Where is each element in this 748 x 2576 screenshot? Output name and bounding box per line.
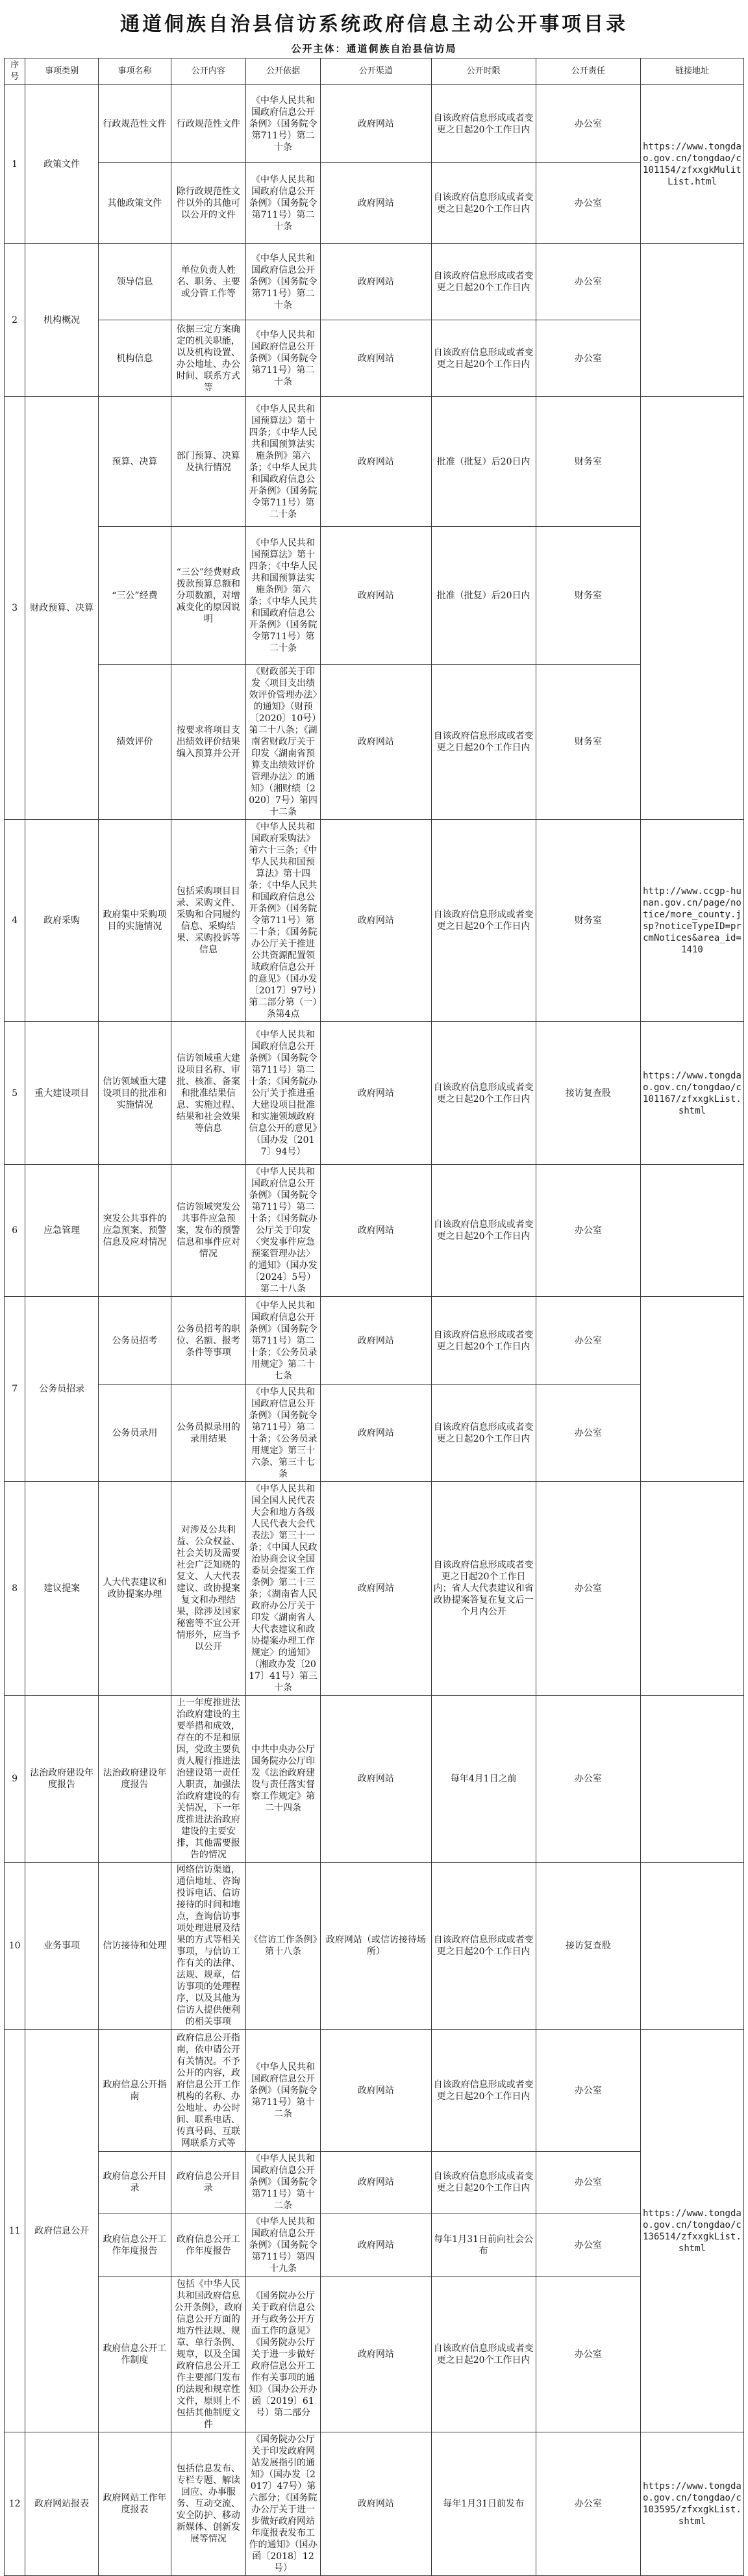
cell-no: 11 (5, 2030, 25, 2432)
cell-basis: 《中华人民共和国政府信息公开条例》（国务院令第711号）第二十条；《国务院办公厅关于印发〈突发事件应急预案管理办法〉的通知》（国办发〔2024〕5号）第二十八条 (245, 1165, 320, 1297)
disclosure-catalog-table (4, 58, 744, 2576)
header-time: 公开时限 (431, 58, 536, 85)
cell-no: 12 (5, 2432, 25, 2576)
cell-basis: 《中华人民共和国政府信息公开条例》（国务院令第711号）第二十条 (245, 320, 320, 397)
table-header-row (5, 58, 744, 85)
cell-link (640, 1696, 743, 1863)
cell-basis: 《国务院办公厅关于印发政府网站发展指引的通知》（国办发〔2017〕47号）第六部分；《国务院办公厅关于进一步做好政府网站年度报表发布工作的通知》（国办函〔2018〕12号） (245, 2432, 320, 2576)
cell-time: 批准（批复）后20日内 (431, 397, 536, 527)
cell-category: 公务员招录 (25, 1297, 99, 1482)
cell-no: 2 (5, 244, 25, 397)
cell-time: 自该政府信息形成或者变更之日起20个工作日内 (431, 1022, 536, 1165)
cell-time: 自该政府信息形成或者变更之日起20个工作日内 (431, 1863, 536, 2030)
cell-channel: 政府网站 (321, 1165, 431, 1297)
table-row (5, 527, 744, 665)
table-row (5, 163, 744, 244)
cell-time: 自该政府信息形成或者变更之日起20个工作日内；省人大代表建议和省政协提案答复在复文后一个月内公开 (431, 1482, 536, 1696)
cell-item: 领导信息 (99, 244, 171, 320)
cell-item: 政府网站工作年度报表 (99, 2432, 171, 2576)
cell-item: 政府信息公开工作制度 (99, 2277, 171, 2432)
cell-category: 应急管理 (25, 1165, 99, 1297)
header-content: 公开内容 (171, 58, 245, 85)
cell-time: 自该政府信息形成或者变更之日起20个工作日内 (431, 820, 536, 1022)
cell-link[interactable]: http://www.ccgp-hunan.gov.cn/page/notice/more_county.jsp?noticeTypeID=prcmNotices&area_id=1410 (640, 820, 743, 1022)
cell-responsibility: 办公室 (536, 244, 640, 320)
table-row (5, 244, 744, 320)
cell-time: 自该政府信息形成或者变更之日起20个工作日内 (431, 1165, 536, 1297)
cell-responsibility: 办公室 (536, 1165, 640, 1297)
cell-basis: 《信访工作条例》第十八条 (245, 1863, 320, 2030)
cell-responsibility: 办公室 (536, 1297, 640, 1385)
cell-item: 其他政策文件 (99, 163, 171, 244)
cell-channel: 政府网站 (321, 397, 431, 527)
cell-channel: 政府网站 (321, 665, 431, 820)
cell-category: 政府网站报表 (25, 2432, 99, 2576)
cell-content: 公务员招考的职位、名额、报考条件等事项 (171, 1297, 245, 1385)
cell-channel: 政府网站 (321, 820, 431, 1022)
table-row (5, 2213, 744, 2277)
cell-link (640, 244, 743, 397)
cell-item: 行政规范性文件 (99, 85, 171, 163)
cell-item: 机构信息 (99, 320, 171, 397)
cell-channel: 政府网站 (321, 85, 431, 163)
cell-channel: 政府网站 (321, 1385, 431, 1482)
cell-link[interactable]: https://www.tongdao.gov.cn/tongdao/c101154/zfxxgkMulitList.html (640, 85, 743, 244)
cell-no: 3 (5, 397, 25, 820)
cell-basis: 《中华人民共和国政府信息公开条例》（国务院令第711号）第二十条 (245, 85, 320, 163)
cell-time: 自该政府信息形成或者变更之日起20个工作日内 (431, 2152, 536, 2213)
cell-responsibility: 办公室 (536, 2277, 640, 2432)
cell-link (640, 1863, 743, 2030)
cell-basis: 《中华人民共和国政府信息公开条例》（国务院令第711号）第二十条 (245, 163, 320, 244)
table-row (5, 320, 744, 397)
cell-item: 政府信息公开工作年度报告 (99, 2213, 171, 2277)
cell-content: 上一年度推进法治政府建设的主要举措和成效，存在的不足和原因，党政主要负责人履行推进法治建设第一责任人职责，加强法治政府建设的有关情况，下一年度推进法治政府建设的主要安排，其他需要报告的情况 (171, 1696, 245, 1863)
cell-channel: 政府网站 (321, 2152, 431, 2213)
cell-responsibility: 财务室 (536, 527, 640, 665)
cell-time: 自该政府信息形成或者变更之日起20个工作日内 (431, 85, 536, 163)
table-row (5, 1297, 744, 1385)
cell-item: 人大代表建议和政协提案办理 (99, 1482, 171, 1696)
cell-basis: 《中华人民共和国预算法》第十四条；《中华人民共和国预算法实施条例》第六条；《中华人民共和国政府信息公开条例》（国务院令第711号）第二十条 (245, 397, 320, 527)
cell-responsibility: 办公室 (536, 1385, 640, 1482)
cell-channel: 政府网站 (321, 1696, 431, 1863)
cell-content: 行政规范性文件 (171, 85, 245, 163)
cell-link (640, 1297, 743, 1482)
cell-channel: 政府网站 (321, 1482, 431, 1696)
cell-category: 建议提案 (25, 1482, 99, 1696)
cell-channel: 政府网站 (321, 2213, 431, 2277)
cell-category: 业务事项 (25, 1863, 99, 2030)
cell-category: 法治政府建设年度报告 (25, 1696, 99, 1863)
header-no: 序号 (5, 58, 25, 85)
cell-category: 机构概况 (25, 244, 99, 397)
table-row (5, 820, 744, 1022)
cell-item: 信访领域重大建设项目的批准和实施情况 (99, 1022, 171, 1165)
document-title: 通道侗族自治县信访系统政府信息主动公开事项目录 (120, 13, 628, 36)
cell-time: 自该政府信息形成或者变更之日起20个工作日内 (431, 1385, 536, 1482)
cell-content: 按要求将项目支出绩效评价结果编入预算并公开 (171, 665, 245, 820)
cell-responsibility: 财务室 (536, 397, 640, 527)
cell-time: 自该政府信息形成或者变更之日起20个工作日内 (431, 320, 536, 397)
cell-link[interactable]: https://www.tongdao.gov.cn/tongdao/c103595/zfxxgkList.shtml (640, 2432, 743, 2576)
cell-content: “三公”经费财政拨款预算总额和分项数额，对增减变化的原因说明 (171, 527, 245, 665)
cell-no: 10 (5, 1863, 25, 2030)
cell-responsibility: 办公室 (536, 2432, 640, 2576)
cell-responsibility: 办公室 (536, 2030, 640, 2152)
header-item: 事项名称 (99, 58, 171, 85)
cell-channel: 政府网站 (321, 163, 431, 244)
cell-time: 批准（批复）后20日内 (431, 527, 536, 665)
cell-basis: 《中华人民共和国政府信息公开条例》（国务院令第711号）第四十九条 (245, 2213, 320, 2277)
cell-responsibility: 办公室 (536, 1482, 640, 1696)
table-row (5, 1482, 744, 1696)
cell-responsibility: 办公室 (536, 163, 640, 244)
cell-basis: 《中华人民共和国政府信息公开条例》（国务院令第711号）第十二条 (245, 2030, 320, 2152)
cell-channel: 政府网站 (321, 320, 431, 397)
cell-link (640, 397, 743, 820)
cell-channel: 政府网站 (321, 1297, 431, 1385)
cell-no: 6 (5, 1165, 25, 1297)
cell-category: 政策文件 (25, 85, 99, 244)
cell-item: 预算、决算 (99, 397, 171, 527)
table-row (5, 665, 744, 820)
cell-content: 政府信息公开指南，依申请公开有关情况。不予公开的内容，政府信息公开工作机构的名称、办公地址、办公时间、联系电话、传真号码、互联网联系方式等 (171, 2030, 245, 2152)
cell-link[interactable]: https://www.tongdao.gov.cn/tongdao/c136514/zfxxgkList.shtml (640, 2030, 743, 2432)
header-basis: 公开依据 (245, 58, 320, 85)
header-link: 链接地址 (640, 58, 743, 85)
cell-channel: 政府网站 (321, 1022, 431, 1165)
table-row (5, 1385, 744, 1482)
cell-responsibility: 接访复查股 (536, 1863, 640, 2030)
header-category: 事项类别 (25, 58, 99, 85)
cell-category: 财政预算、决算 (25, 397, 99, 820)
cell-item: 绩效评价 (99, 665, 171, 820)
cell-category: 政府采购 (25, 820, 99, 1022)
cell-item: 政府集中采购项目的实施情况 (99, 820, 171, 1022)
cell-no: 5 (5, 1022, 25, 1165)
cell-basis: 《中华人民共和国政府信息公开条例》（国务院令第711号）第二十条；《国务院办公厅关于推进重大建设项目批准和实施领域政府信息公开的意见》（国办发〔2017〕94号） (245, 1022, 320, 1165)
cell-time: 每年4月1日之前 (431, 1696, 536, 1863)
cell-responsibility: 办公室 (536, 320, 640, 397)
cell-basis: 中共中央办公厅 国务院办公厅印发《法治政府建设与责任落实督察工作规定》第二十四条 (245, 1696, 320, 1863)
cell-time: 自该政府信息形成或者变更之日起20个工作日内 (431, 2277, 536, 2432)
cell-responsibility: 办公室 (536, 85, 640, 163)
table-row (5, 2432, 744, 2576)
cell-responsibility: 财务室 (536, 820, 640, 1022)
cell-item: “三公”经费 (99, 527, 171, 665)
cell-time: 自该政府信息形成或者变更之日起20个工作日内 (431, 244, 536, 320)
table-row (5, 1022, 744, 1165)
cell-link (640, 1165, 743, 1297)
cell-channel: 政府网站 (321, 2030, 431, 2152)
cell-time: 每年1月31日前发布 (431, 2432, 536, 2576)
cell-time: 自该政府信息形成或者变更之日起20个工作日内 (431, 163, 536, 244)
cell-category: 重大建设项目 (25, 1022, 99, 1165)
cell-channel: 政府网站（或信访接待场所） (321, 1863, 431, 2030)
cell-item: 公务员录用 (99, 1385, 171, 1482)
cell-no: 4 (5, 820, 25, 1022)
cell-basis: 《中华人民共和国政府信息公开条例》（国务院令第711号）第二十条；《公务员录用规定》第二十七条 (245, 1297, 320, 1385)
table-row (5, 1165, 744, 1297)
header-channel: 公开渠道 (321, 58, 431, 85)
cell-time: 自该政府信息形成或者变更之日起20个工作日内 (431, 1297, 536, 1385)
cell-content: 网络信访渠道，通信地址、咨询投诉电话、信访接待的时间和地点，查询信访事项处理进展及结果的方式等相关事项，与信访工作有关的法律、法规、规章，信访事项的处理程序，以及其他为信访人提供便利的相关事项 (171, 1863, 245, 2030)
cell-responsibility: 接访复查股 (536, 1022, 640, 1165)
cell-basis: 《中华人民共和国政府信息公开条例》（国务院令第711号）第十二条 (245, 2152, 320, 2213)
publishing-subject: 公开主体：通道侗族自治县信访局 (291, 43, 457, 55)
cell-no: 9 (5, 1696, 25, 1863)
cell-content: 信访领域重大建设项目名称、审批、核准、备案和批准结果信息、实施过程、结果和社会效果等信息 (171, 1022, 245, 1165)
cell-item: 公务员招考 (99, 1297, 171, 1385)
cell-item: 信访接待和处理 (99, 1863, 171, 2030)
cell-category: 政府信息公开 (25, 2030, 99, 2432)
cell-responsibility: 办公室 (536, 2213, 640, 2277)
cell-item: 政府信息公开指南 (99, 2030, 171, 2152)
cell-item: 突发公共事件的应急预案、预警信息及应对情况 (99, 1165, 171, 1297)
cell-content: 对涉及公共利益、公众权益、社会关切及需要社会广泛知晓的复文、人大代表建议、政协提案复文和办理结果，除涉及国家秘密等不宜公开情形外，应当予以公开 (171, 1482, 245, 1696)
table-row (5, 2152, 744, 2213)
cell-content: 公务员拟录用的录用结果 (171, 1385, 245, 1482)
cell-link (640, 1482, 743, 1696)
table-row (5, 2277, 744, 2432)
table-row (5, 1863, 744, 2030)
cell-basis: 《中华人民共和国政府信息公开条例》（国务院令第711号）第二十条 (245, 244, 320, 320)
cell-link[interactable]: https://www.tongdao.gov.cn/tongdao/c101167/zfxxgkList.shtml (640, 1022, 743, 1165)
cell-item: 法治政府建设年度报告 (99, 1696, 171, 1863)
cell-time: 自该政府信息形成或者变更之日起20个工作日内 (431, 665, 536, 820)
cell-basis: 《中华人民共和国政府信息公开条例》（国务院令第711号）第二十条；《公务员录用规定》第三十六条、第三十七条 (245, 1385, 320, 1482)
cell-basis: 《中华人民共和国预算法》第十四条；《中华人民共和国预算法实施条例》第六条；《中华人民共和国政府信息公开条例》（国务院令第711号）第二十条 (245, 527, 320, 665)
cell-channel: 政府网站 (321, 2432, 431, 2576)
table-row (5, 1696, 744, 1863)
cell-content: 政府信息公开目录 (171, 2152, 245, 2213)
cell-basis: 《中华人民共和国全国人民代表大会和地方各级人民代表大会代表法》第三十一条；《中国人民政治协商会议全国委员会提案工作条例》第二十三条；《湖南省人民政府办公厅关于印发〈湖南省人大代表建议和政协提案办理工作规定〉的通知》（湘政办发〔2017〕41号）第三十条 (245, 1482, 320, 1696)
cell-responsibility: 办公室 (536, 2152, 640, 2213)
cell-content: 除行政规范性文件以外的其他可以公开的文件 (171, 163, 245, 244)
cell-content: 单位负责人姓名、职务、主要或分管工作等 (171, 244, 245, 320)
cell-item: 政府信息公开目录 (99, 2152, 171, 2213)
cell-channel: 政府网站 (321, 2277, 431, 2432)
cell-basis: 《中华人民共和国政府采购法》第六十三条；《中华人民共和国预算法》第十四条；《中华人民共和国政府信息公开条例》（国务院令第711号）第二十条；《国务院办公厅关于推进公共资源配置领域政府信息公开的意见》（国办发〔2017〕97号）第二部分第（一）条第4点 (245, 820, 320, 1022)
cell-content: 信访领域突发公共事件应急预案，发布的预警信息和事件应对情况 (171, 1165, 245, 1297)
cell-no: 1 (5, 85, 25, 244)
cell-channel: 政府网站 (321, 244, 431, 320)
table-row (5, 85, 744, 163)
table-row (5, 2030, 744, 2152)
cell-basis: 《国务院办公厅关于政府信息公开与政务公开方面工作的意见》《国务院办公厅关于进一步做好政府信息公开工作有关事项的通知》（国办公开办函〔2019〕61号）第二部分 (245, 2277, 320, 2432)
cell-channel: 政府网站 (321, 527, 431, 665)
cell-content: 政府信息公开工作年度报告 (171, 2213, 245, 2277)
cell-no: 8 (5, 1482, 25, 1696)
cell-responsibility: 财务室 (536, 665, 640, 820)
cell-no: 7 (5, 1297, 25, 1482)
cell-basis: 《财政部关于印发〈项目支出绩效评价管理办法〉的通知》（财预〔2020〕10号）第二十八条；《湖南省财政厅关于印发〈湖南省预算支出绩效评价管理办法〉的通知》（湘财绩〔2020〕7号）第四十二条 (245, 665, 320, 820)
cell-content: 包括《中华人民共和国政府信息公开条例》，政府信息公开方面的地方性法规、规章、单行条例、规章，以及全国政府信息公开工作主要部门发布的法规和规章性文件，原则上不包括其他制度文件 (171, 2277, 245, 2432)
cell-responsibility: 办公室 (536, 1696, 640, 1863)
cell-content: 包括信息发布、专栏专题、解读回应、办事服务、互动交流、安全防护、移动新媒体、创新发展等情况 (171, 2432, 245, 2576)
cell-time: 每年1月31日前向社会公布 (431, 2213, 536, 2277)
table-row (5, 397, 744, 527)
header-responsibility: 公开责任 (536, 58, 640, 85)
cell-content: 包括采购项目目录、采购文件、采购和合同履约信息、采购结果、采购投诉等信息 (171, 820, 245, 1022)
cell-content: 部门预算、决算及执行情况 (171, 397, 245, 527)
cell-time: 自该政府信息形成或者变更之日起20个工作日内 (431, 2030, 536, 2152)
cell-content: 依据三定方案确定的机关职能，以及机构设置、办公地址、办公时间、联系方式等 (171, 320, 245, 397)
